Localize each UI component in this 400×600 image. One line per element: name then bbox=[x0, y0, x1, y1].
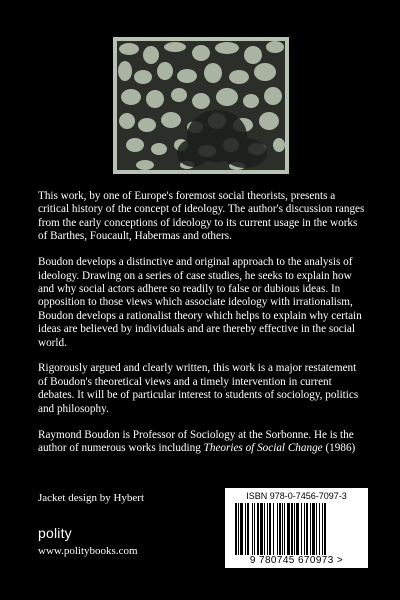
jacket-design-credit: Jacket design by Hybert bbox=[38, 492, 144, 504]
author-bio-paragraph bbox=[38, 429, 368, 456]
author-bio-year: (1986) bbox=[322, 442, 356, 454]
blurb-paragraph-3: Rigorously argued and clearly written, this work is a major restatement of Boudon's theoretical views and a timely intervention in current debates. It will be of particular interest to students of sociology, politics and philosophy. bbox=[38, 362, 359, 415]
publisher-logo: polity bbox=[38, 525, 72, 541]
isbn-label: ISBN 978-0-7456-7097-3 bbox=[246, 491, 347, 501]
book-title-reference: Theories of Social Change bbox=[203, 442, 323, 454]
abstract-pattern-image bbox=[117, 41, 285, 170]
isbn-barcode bbox=[225, 488, 368, 568]
back-cover-blurb bbox=[38, 190, 368, 468]
cover-artwork bbox=[113, 37, 289, 174]
blurb-paragraph-1: This work, by one of Europe's foremost social theorists, presents a critical history of the concept of ideology. The author's discussion ranges from the early conceptions of ideology to its current usage in the works of Barthes, Foucault, Habermas and others. bbox=[38, 190, 365, 243]
blurb-paragraph-2: Boudon develops a distinctive and original approach to the analysis of ideology. Drawing on a series of case studies, he seeks to explain how and why social actors adhere so readily to false or dubious ideas. In opposition to those views which associate ideology with irrationalism, Boudon develops a rationalist theory which helps to explain why certain ideas are believed by individuals and are thereby effective in the social world. bbox=[38, 256, 362, 349]
barcode-digits: 9 780745 670973 > bbox=[249, 555, 344, 566]
author-bio-text: Raymond Boudon is Professor of Sociology at the Sorbonne. He is the author of numerous works including bbox=[38, 428, 354, 454]
publisher-website: www.politybooks.com bbox=[38, 545, 138, 557]
barcode-bars bbox=[235, 503, 360, 555]
